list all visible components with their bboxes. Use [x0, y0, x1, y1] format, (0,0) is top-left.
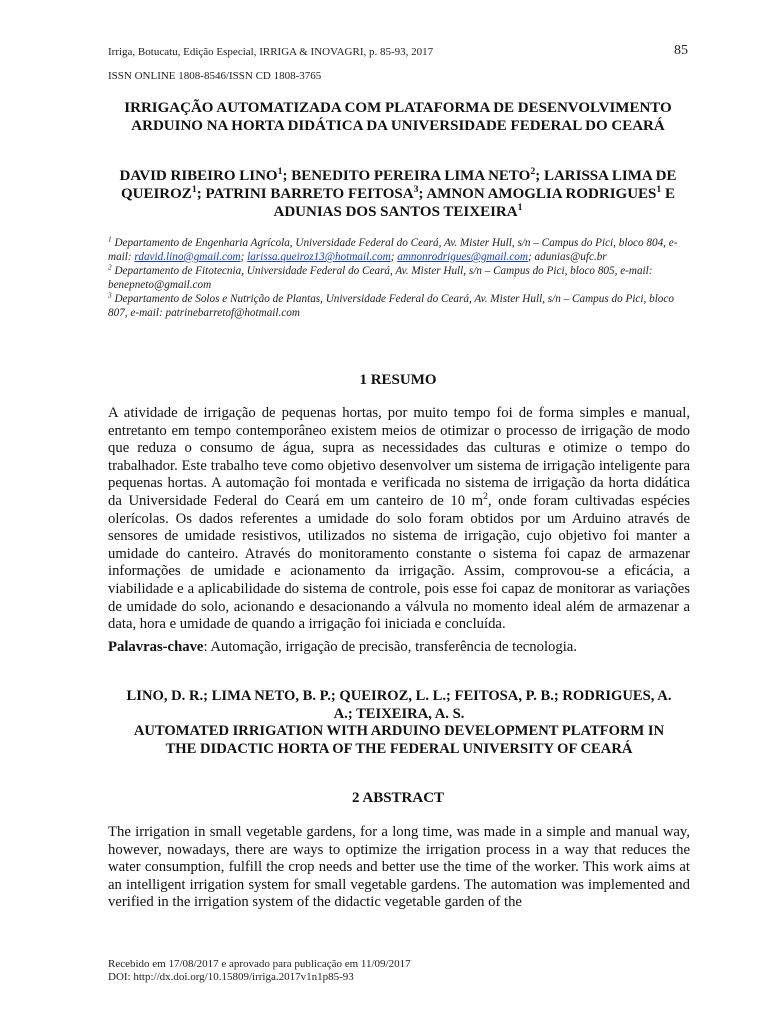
doi-line: DOI: http://dx.doi.org/10.15809/irriga.2017v1n1p85-93 [108, 971, 354, 983]
received-date-line: Recebido em 17/08/2017 e aprovado para publicação em 11/09/2017 [108, 958, 411, 970]
keywords-text: : Automação, irrigação de precisão, transferência de tecnologia. [203, 639, 577, 655]
title-line-1: IRRIGAÇÃO AUTOMATIZADA COM PLATAFORMA DE DESENVOLVIMENTO [124, 100, 672, 116]
citation-line-2: A.; TEIXEIRA, A. S. [333, 705, 465, 722]
english-title-line-1: AUTOMATED IRRIGATION WITH ARDUINO DEVELOPMENT PLATFORM IN [133, 723, 665, 740]
author-separator: ; [535, 168, 544, 184]
affil-marker: 2 [108, 263, 112, 272]
author-separator: ; [418, 186, 427, 202]
author-name: DAVID RIBEIRO LINO [119, 168, 278, 184]
resumo-heading: 1 RESUMO [359, 372, 437, 388]
author-name: ADUNIAS DOS SANTOS TEIXEIRA [273, 204, 518, 220]
author-affil-marker: 1 [191, 184, 197, 195]
author-list [108, 167, 688, 221]
issn-line: ISSN ONLINE 1808-8546/ISSN CD 1808-3765 [108, 70, 322, 82]
page-number: 85 [674, 43, 688, 58]
english-title-line-2: THE DIDACTIC HORTA OF THE FEDERAL UNIVERSITY OF CEARÁ [165, 740, 633, 757]
title-line-2: ARDUINO NA HORTA DIDÁTICA DA UNIVERSIDADE FEDERAL DO CEARÁ [131, 118, 665, 134]
affiliation-3-text: Departamento de Solos e Nutrição de Plantas, Universidade Federal do Ceará, Av. Mister Hull, s/n – Campus do Pici, bloco 807, e-mail: patrinebarretof@hotmail.com [108, 293, 674, 319]
author-affil-marker: 1 [656, 184, 662, 195]
resumo-paragraph [108, 405, 690, 634]
email-link[interactable]: larissa.queiroz13@hotmail.com [247, 251, 391, 263]
resumo-text-part-1: A atividade de irrigação de pequenas hortas, por muito tempo foi de forma simples e manual, entretanto em tempo contemporâneo existem meios de otimizar o processo de irrigação de modo que reduza o consumo de água, supra as necessidades das culturas e otimize o tempo do trabalhador. Este trabalho teve como objetivo desenvolver um sistema de irrigação inteligente para pequenas hortas. A automação foi montada e verificada no sistema de irrigação da horta didática da Universidade Federal do Ceará em um canteiro de 10 m [108, 405, 690, 509]
author-separator: E [661, 186, 676, 202]
keywords-label: Palavras-chave [108, 639, 204, 655]
affil-marker: 3 [108, 291, 112, 300]
affiliation-3 [108, 292, 690, 320]
area-unit-exponent: 2 [483, 491, 488, 503]
email-link[interactable]: rdavid.lino@gmail.com [134, 251, 241, 263]
author-separator: ; [282, 168, 292, 184]
affiliation-2-text: Departamento de Fitotecnia, Universidade Federal do Ceará, Av. Mister Hull, s/n – Campus do Pici, bloco 805, e-mail: benepneto@gmail.com [108, 265, 653, 291]
affiliation-2 [108, 264, 690, 292]
affil-marker: 1 [108, 235, 112, 244]
abstract-heading: 2 ABSTRACT [351, 790, 445, 806]
author-separator: ; [196, 186, 206, 202]
author-affil-marker: 1 [517, 202, 523, 213]
running-head: Irriga, Botucatu, Edição Especial, IRRIGA & INOVAGRI, p. 85-93, 2017 [108, 46, 434, 58]
abstract-paragraph: The irrigation in small vegetable gardens, for a long time, was made in a simple and manual way, however, nowadays, there are ways to optimize the irrigation process in a way that reduces the water consumption, fulfill the crop needs and better use the time of the worker. This work aims at an intelligent irrigation system for small vegetable gardens. The automation was implemented and verified in the irrigation system of the didactic vegetable garden of the [108, 824, 690, 911]
article-title [108, 99, 688, 135]
author-affil-marker: 2 [530, 166, 536, 177]
author-name: BENEDITO PEREIRA LIMA NETO [291, 168, 531, 184]
citation-line-1: LINO, D. R.; LIMA NETO, B. P.; QUEIROZ, L. L.; FEITOSA, P. B.; RODRIGUES, A. [126, 688, 672, 704]
email-text: adunias@ufc.br [534, 251, 607, 263]
english-citation-block [108, 688, 690, 758]
author-affil-marker: 3 [413, 184, 419, 195]
email-link[interactable]: amnonrodrigues@gmail.com [397, 251, 528, 263]
page-footer [108, 958, 688, 984]
author-name: AMNON AMOGLIA RODRIGUES [426, 186, 657, 202]
keywords-line [108, 638, 690, 656]
author-name: LARISSA LIMA DE QUEIROZ [120, 168, 677, 202]
author-name: PATRINI BARRETO FEITOSA [205, 186, 414, 202]
affiliation-1: $^1$ Departamento de Engenharia Agrícola, Universidade Federal do Ceará, Av. Mister Hull, s/n – Campus do Pici, bloco 804, e-mail: rdavid.lino@gmail.com; larissa.queiroz13@hotmail.com; amnonrodrigues@gmail.com; adunias@ufc.br [108, 235, 678, 263]
resumo-text-part-2: , onde foram cultivadas espécies olerícolas. Os dados referentes a umidade do solo foram obtidos por um Arduino através de sensores de umidade resistivos, utilizados no sistema de irrigação, cujo objetivo foi manter a umidade do canteiro. Através do monitoramento constante o sistema foi capaz de armazenar informações de umidade e acionamento da irrigação. Assim, comprovou-se a eficácia, a viabilidade e a aplicabilidade do sistema de controle, pois esse foi capaz de monitorar as variações de umidade do solo, acionando e desacionando a válvula no momento ideal além de armazenar a data, hora e umidade de quando a irrigação foi iniciada e concluída. [108, 492, 690, 633]
affiliation-1-text: Departamento de Engenharia Agrícola, Universidade Federal do Ceará, Av. Mister Hull, s/n – Campus do Pici, bloco 804, e-mail: [108, 237, 678, 263]
affiliations [108, 236, 690, 320]
author-affil-marker: 1 [277, 166, 283, 177]
